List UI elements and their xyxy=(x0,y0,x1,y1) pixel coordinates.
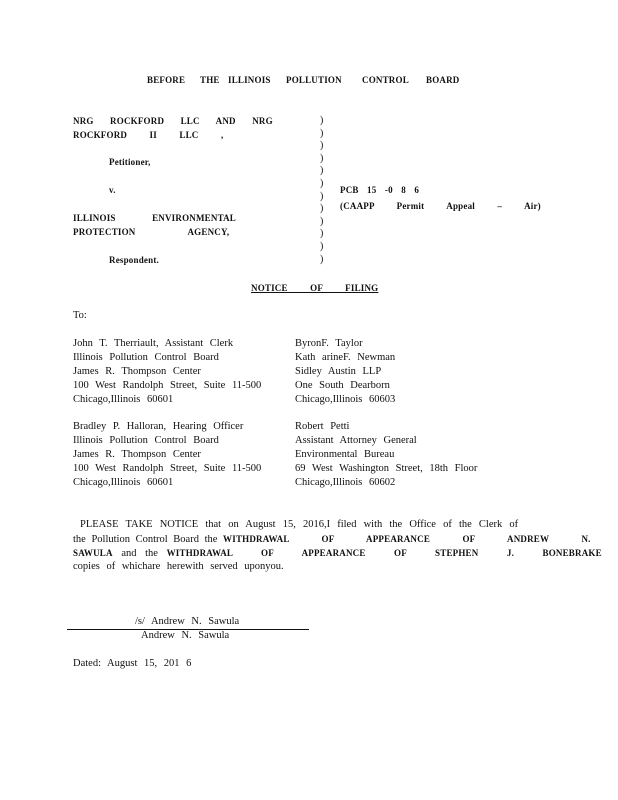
address-line: Sidley Austin LLP xyxy=(295,366,382,377)
address-line: One South Dearborn xyxy=(295,380,390,391)
address-line: 69 West Washington Street, 18th Floor xyxy=(295,463,478,474)
notice-body-line-4: copies of whichare herewith served uponyou. xyxy=(73,561,284,572)
address-line: Assistant Attorney General xyxy=(295,435,417,446)
address-line: James R. Thompson Center xyxy=(73,449,201,460)
address-line: Chicago,Illinois 60601 xyxy=(73,477,174,488)
withdrawal-sawula-title: WITHDRAWAL OF APPEARANCE OF ANDREW N. xyxy=(223,534,591,544)
notice-body-line-3 xyxy=(73,546,618,561)
address-line: 100 West Randolph Street, Suite 11-500 xyxy=(73,463,262,474)
notice-body-text: the Pollution Control Board the xyxy=(73,534,224,545)
heading-word-2: THE xyxy=(200,75,220,85)
address-line: Bradley P. Halloran, Hearing Officer xyxy=(73,421,244,432)
heading-word-1: BEFORE xyxy=(147,75,186,85)
address-line: Illinois Pollution Control Board xyxy=(73,435,219,446)
signatory-name: Andrew N. Sawula xyxy=(141,630,230,641)
address-line: ByronF. Taylor xyxy=(295,338,363,349)
versus-label: v. xyxy=(109,185,116,195)
address-line: Environmental Bureau xyxy=(295,449,395,460)
electronic-signature: /s/ Andrew N. Sawula xyxy=(135,616,240,627)
respondent-line-1: ILLINOIS ENVIRONMENTAL xyxy=(73,213,237,223)
service-address-attorney-general xyxy=(295,420,477,490)
case-type: (CAAPP Permit Appeal – Air) xyxy=(340,201,541,211)
dated-line: Dated: August 15, 201 6 xyxy=(73,658,192,669)
address-line: James R. Thompson Center xyxy=(73,366,201,377)
service-address-clerk xyxy=(73,337,261,407)
address-line: Illinois Pollution Control Board xyxy=(73,352,219,363)
address-line: Chicago,Illinois 60601 xyxy=(73,394,174,405)
notice-body-text: and the xyxy=(112,548,167,559)
to-label: To: xyxy=(73,310,87,321)
respondent-line-2: PROTECTION AGENCY, xyxy=(73,227,230,237)
notice-body-line-2 xyxy=(73,532,591,547)
heading-word-3: ILLINOIS xyxy=(228,75,271,85)
address-line: 100 West Randolph Street, Suite 11-500 xyxy=(73,380,262,391)
case-number: PCB 15 -0 8 6 xyxy=(340,185,420,195)
withdrawal-bonebrake-title: WITHDRAWAL OF APPEARANCE OF STEPHEN J. BONEBRAKE xyxy=(166,548,602,558)
address-line: John T. Therriault, Assistant Clerk xyxy=(73,338,234,349)
heading-word-5: CONTROL xyxy=(362,75,409,85)
respondent-role: Respondent. xyxy=(109,255,159,265)
petitioner-role: Petitioner, xyxy=(109,157,151,167)
petitioner-line-2: ROCKFORD II LLC , xyxy=(73,130,224,140)
service-address-sidley xyxy=(295,337,395,407)
notice-body-line-1: PLEASE TAKE NOTICE that on August 15, 2016,I filed with the Office of the Clerk of xyxy=(80,519,519,530)
address-line: Chicago,Illinois 60602 xyxy=(295,477,396,488)
notice-of-filing-title: NOTICE OF FILING xyxy=(251,283,379,293)
address-line: Kath arineF. Newman xyxy=(295,352,396,363)
caption-parenthesis-column: ) ) ) ) ) ) ) ) ) ) ) ) xyxy=(320,115,324,265)
heading-word-4: POLLUTION xyxy=(286,75,342,85)
heading-word-6: BOARD xyxy=(426,75,460,85)
sawula-name: SAWULA xyxy=(73,548,113,558)
address-line: Robert Petti xyxy=(295,421,350,432)
petitioner-line-1: NRG ROCKFORD LLC AND NRG xyxy=(73,116,273,126)
notice-body-text xyxy=(602,548,618,559)
service-address-hearing-officer xyxy=(73,420,261,490)
address-line: Chicago,Illinois 60603 xyxy=(295,394,396,405)
